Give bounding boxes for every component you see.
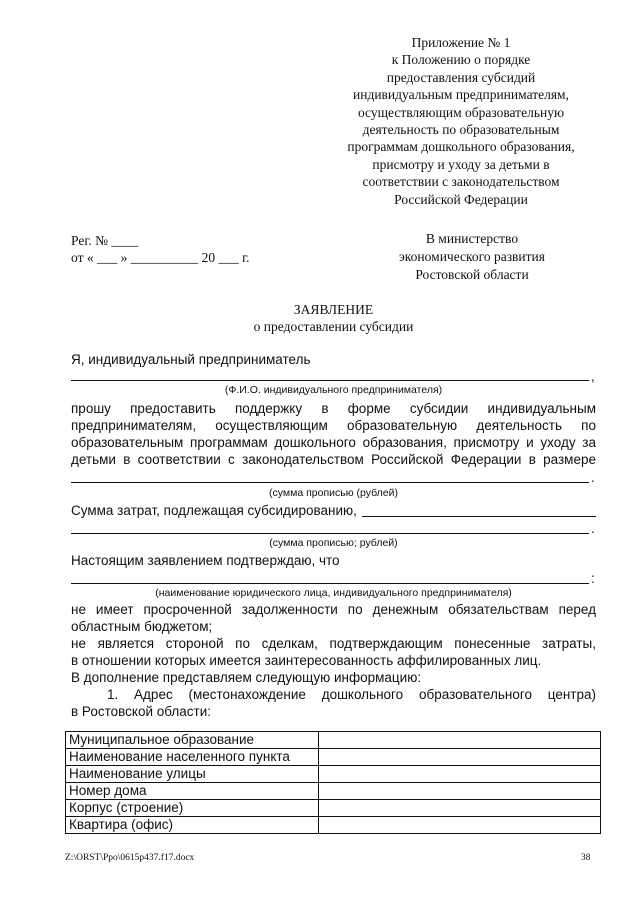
registration-block [71,232,250,266]
request-line: предпринимателям, осуществляющим образовательную деятельность по [71,418,596,433]
request-line: образовательным программам дошкольного образования, присмотру и уходу за [71,435,596,450]
costs-blank-line[interactable] [362,516,596,517]
footer-page-number: 38 [581,853,591,863]
fio-caption: (Ф.И.О. индивидуального предпринимателя) [224,384,443,396]
appendix-line: Приложение № 1 [411,35,511,50]
comma-mark: , [591,369,595,384]
row-value-cell[interactable] [319,817,601,834]
title-main: ЗАЯВЛЕНИЕ [293,302,374,317]
additional-info-text: В дополнение представляем следующую информацию: [71,670,422,685]
condition-line: не имеет просроченной задолженности по денежным обязательствам перед [71,602,596,617]
entity-caption: (наименование юридического лица, индивидуального предпринимателя) [155,587,512,599]
row-value-cell[interactable] [319,732,601,749]
sum-blank-line[interactable] [71,482,589,483]
appendix-line: Российской Федерации [394,191,528,207]
table-row [66,800,601,817]
row-value-cell[interactable] [319,800,601,817]
appendix-line: осуществляющим образовательную [357,104,565,120]
addressee-line: экономического развития [399,249,545,264]
row-label: Муниципальное образование [66,732,319,749]
table-row [66,783,601,800]
addressee-line: Ростовской области [415,267,529,282]
appendix-line: деятельность по образовательным [362,122,560,138]
appendix-line: индивидуальным предпринимателям, [353,87,569,103]
intro-text: Я, индивидуальный предприниматель [71,352,311,367]
appendix-line: к Положению о порядке [391,52,531,68]
addressee-line: В министерство [425,231,519,246]
condition-line: не является стороной по сделкам, подтверждающим понесенные затраты, [71,636,596,651]
row-value-cell[interactable] [319,749,601,766]
appendix-line: соответствии с законодательством [362,174,560,190]
sum-caption: (сумма прописью (рублей) [269,487,398,499]
table-row [66,817,601,834]
footer-file-path: Z:\ORST\Ppo\0615p437.f17.docx [65,853,195,863]
request-line: детьми в соответствии с законодательством Российской Федерации в размере [71,452,596,467]
costs-label: Сумма затрат, подлежащая субсидированию, [71,503,357,518]
document-title [71,301,596,335]
row-value-cell[interactable] [319,783,601,800]
row-label: Корпус (строение) [66,800,319,817]
table-row [66,766,601,783]
reg-date: от « ___ » __________ 20 ___ г. [71,250,250,265]
sum-caption-2: (сумма прописью; рублей) [269,537,398,549]
appendix-header [320,34,602,208]
reg-number: Рег. № ____ [71,233,139,248]
table-row [66,732,601,749]
fio-blank-line[interactable] [71,380,589,381]
period-mark: . [591,521,595,536]
row-label: Квартира (офис) [66,817,319,834]
colon-mark: : [591,571,595,586]
row-label: Наименование населенного пункта [66,749,319,766]
confirm-text: Настоящим заявлением подтверждаю, что [71,553,340,568]
costs-words-blank-line[interactable] [71,533,589,534]
period-mark: . [591,470,595,485]
address-heading-cont: в Ростовской области: [71,704,212,719]
appendix-line: программам дошкольного образования, [347,139,575,155]
addressee-block [370,230,574,284]
appendix-line: присмотру и уходу за детьми в [372,156,550,172]
address-heading: 1. Адрес (местонахождение дошкольного образовательного центра) [107,687,596,702]
row-value-cell[interactable] [319,766,601,783]
request-line: прошу предоставить поддержку в форме субсидии индивидуальным [71,401,596,416]
table-row [66,749,601,766]
address-table [65,731,601,834]
condition-line: областным бюджетом; [71,619,213,634]
row-label: Наименование улицы [66,766,319,783]
row-label: Номер дома [66,783,319,800]
condition-line: в отношении которых имеется заинтересованность аффилированных лиц. [71,653,542,668]
entity-blank-line[interactable] [71,583,589,584]
title-sub: о предоставлении субсидии [253,319,414,334]
appendix-line: предоставления субсидий [386,69,536,85]
